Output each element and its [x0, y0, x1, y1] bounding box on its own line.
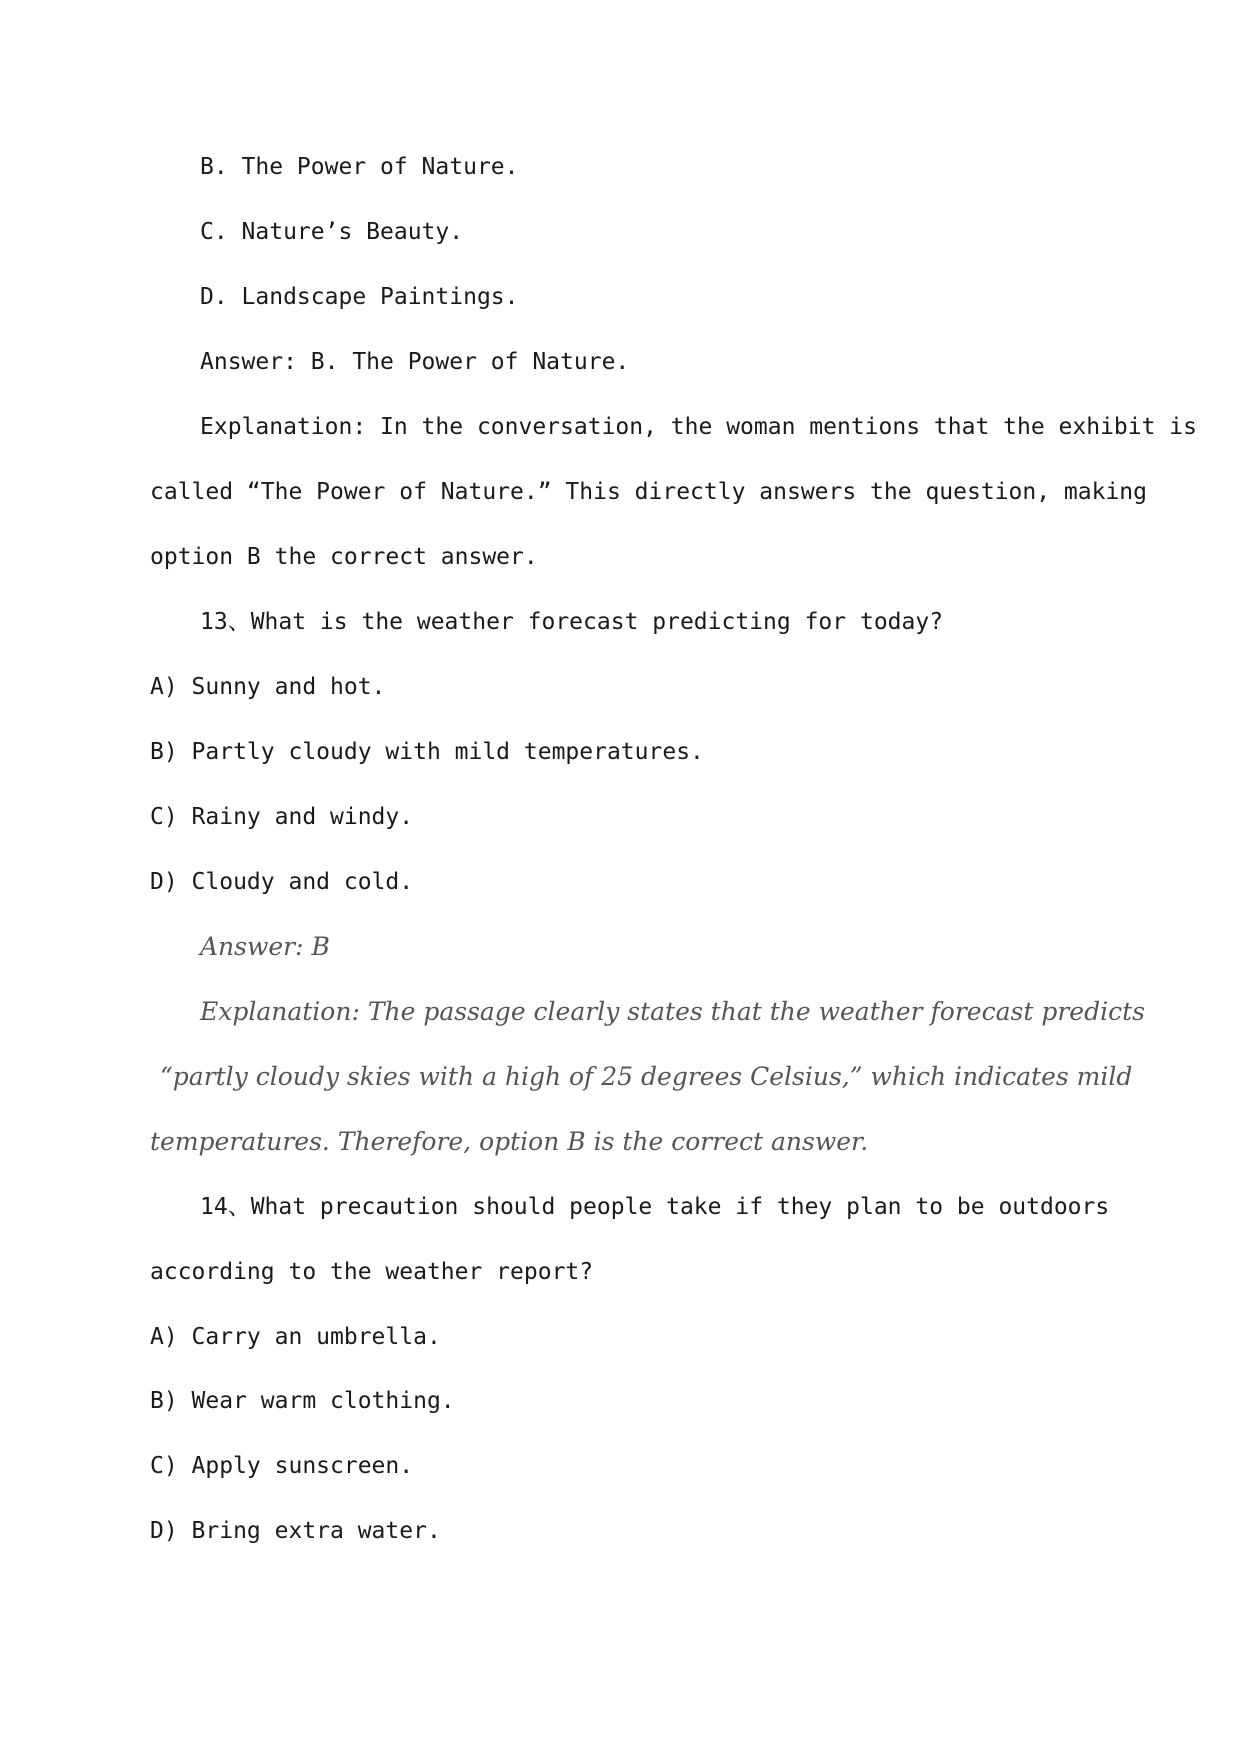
q14-question-line: 14、What precaution should people take if they plan to be outdoors — [200, 1194, 1110, 1220]
q13-option-c: C) Rainy and windy. — [150, 804, 414, 830]
q12-option-c: C. Nature’s Beauty. — [200, 219, 464, 245]
q12-option-d: D. Landscape Paintings. — [200, 284, 519, 310]
q14-option-a: A) Carry an umbrella. — [150, 1324, 441, 1350]
q13-explanation-line: temperatures. Therefore, option B is the correct answer. — [150, 1127, 869, 1156]
q14-option-c: C) Apply sunscreen. — [150, 1453, 414, 1479]
q13-explanation-line: Explanation: The passage clearly states that the weather forecast predicts — [200, 997, 1145, 1026]
q12-explanation-line: Explanation: In the conversation, the woman mentions that the exhibit is — [200, 414, 1197, 440]
q14-option-d: D) Bring extra water. — [150, 1518, 441, 1544]
q12-answer: Answer: B. The Power of Nature. — [200, 349, 630, 375]
q12-explanation-line: option B the correct answer. — [150, 544, 538, 570]
q12-option-b: B. The Power of Nature. — [200, 154, 519, 180]
q12-explanation-line: called “The Power of Nature.” This directly answers the question, making — [150, 479, 1147, 505]
q13-option-b: B) Partly cloudy with mild temperatures. — [150, 739, 704, 765]
q13-answer: Answer: B — [200, 932, 330, 961]
q13-option-d: D) Cloudy and cold. — [150, 869, 414, 895]
q13-explanation-line: “partly cloudy skies with a high of 25 degrees Celsius,” which indicates mild — [160, 1062, 1133, 1091]
q13-question: 13、What is the weather forecast predicting for today? — [200, 609, 944, 635]
q13-option-a: A) Sunny and hot. — [150, 674, 386, 700]
q14-option-b: B) Wear warm clothing. — [150, 1388, 455, 1414]
q14-question-line: according to the weather report? — [150, 1259, 594, 1285]
